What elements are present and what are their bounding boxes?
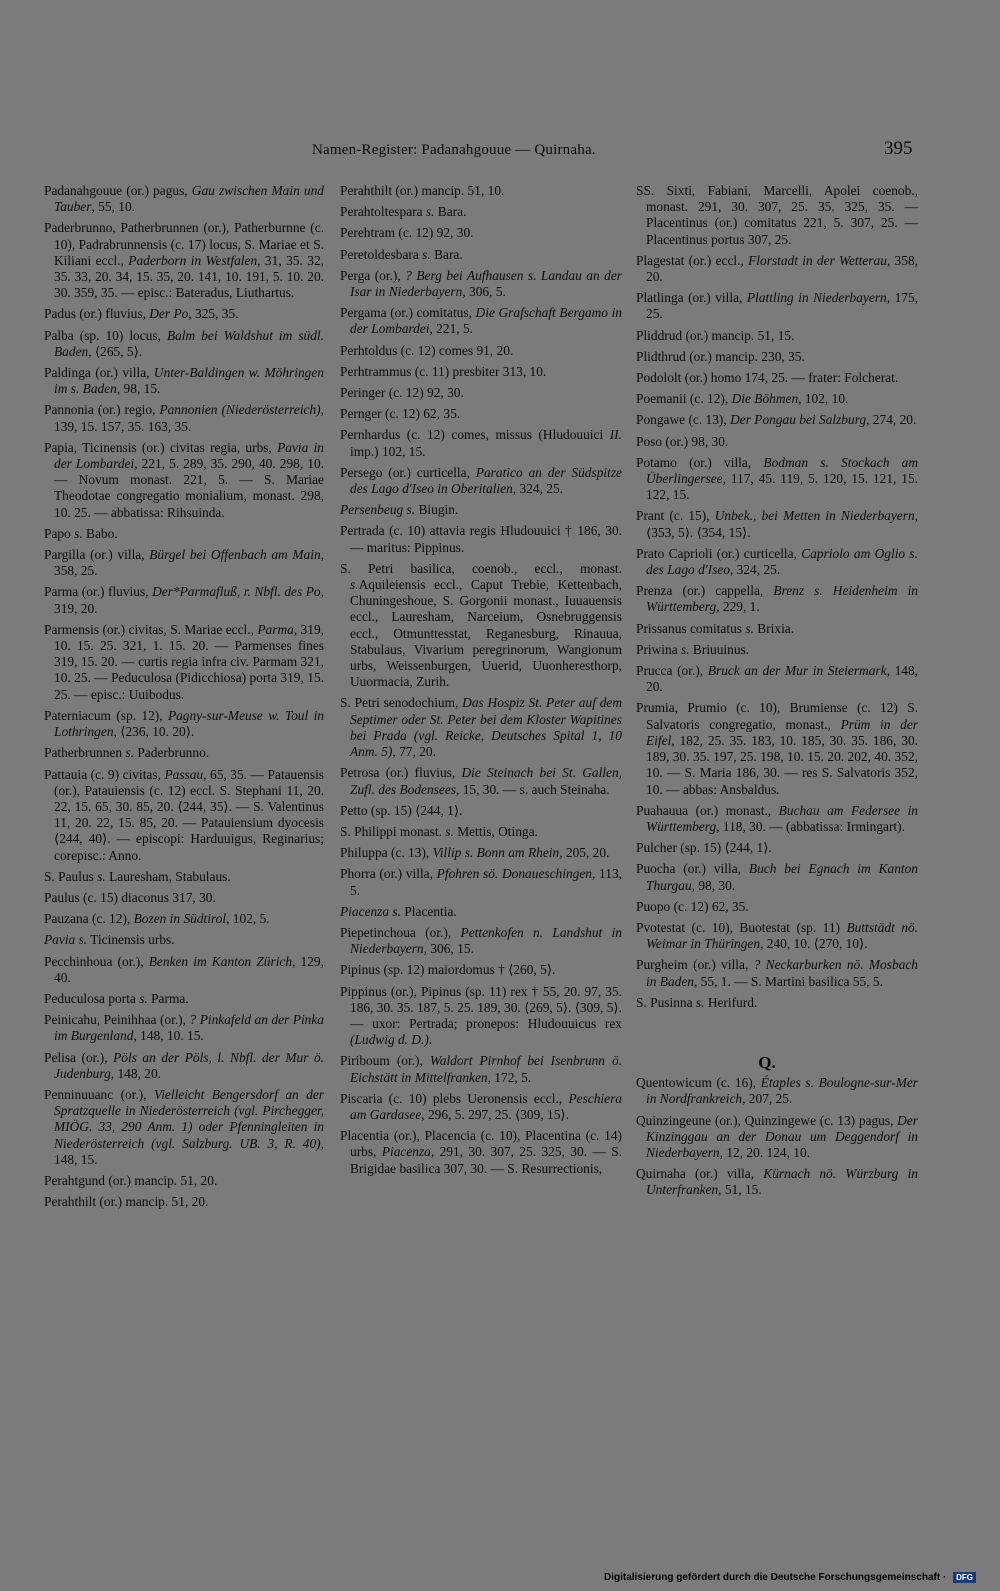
index-entry <box>44 954 324 986</box>
index-entry <box>44 745 324 761</box>
entry-identification: Pavia in der Lombardei <box>54 439 324 472</box>
index-entry <box>44 1012 324 1044</box>
entry-headword: SS. Sixti, Fabiani, Marcelli, Apolei coenob., monast. 291, 30. 307, 25. 35. 325, 35. — Placentinus (or.) comitatus 221, 5. 307, 25. — Placentinus portus 307, 25. <box>636 183 918 247</box>
entry-identification: Paratico an der Südspitze des Lago d'Iseo in Oberitalien <box>350 464 623 497</box>
entry-headword: Puahauua (or.) monast., <box>636 802 779 818</box>
index-entry <box>636 1075 918 1107</box>
entry-headword: Potamo (or.) villa, <box>636 454 764 470</box>
section-letter-q: Q. <box>758 1052 776 1072</box>
entry-headword: Prenza (or.) cappella, <box>636 583 774 599</box>
entry-identification: Der Pongau bei Salzburg <box>730 412 867 428</box>
entry-references: , 118, 30. — (abbatissa: Irmingart). <box>716 818 905 834</box>
entry-references: , 148, 20. <box>110 1065 161 1081</box>
entry-identification: Pfohren sö. Donaueschingen <box>436 866 592 882</box>
column-3-entries <box>636 183 918 1011</box>
entry-identification: Peschiera am Gardasee <box>350 1090 622 1122</box>
index-entry <box>636 621 918 637</box>
entry-references: , 358, 20. <box>646 252 918 285</box>
index-entry <box>44 622 324 703</box>
entry-identification: Plattling in Niederbayern <box>746 290 887 306</box>
entry-references: , 139, 15. 157, 35. 163, 35. <box>54 402 324 434</box>
entry-headword: Padus (or.) fluvius, <box>44 306 150 322</box>
index-entry <box>340 364 622 380</box>
entry-identification: Der*Parmafluß, r. Nbfl. des Po <box>152 584 321 600</box>
entry-headword: S. Petri senodochium, <box>340 695 463 711</box>
index-entry <box>44 306 324 322</box>
index-entry <box>44 547 324 579</box>
entry-headword: Pargilla (or.) villa, <box>44 547 150 563</box>
entry-references: , 319, 20. <box>54 584 324 616</box>
entry-headword: Pecchinhoua (or.), <box>44 953 149 969</box>
entry-headword: Platlinga (or.) villa, <box>636 290 747 306</box>
entry-headword: Quinzingeune (or.), Quinzingewe (c. 13) pagus, <box>636 1112 898 1128</box>
index-entry <box>340 1091 622 1123</box>
index-entry <box>44 708 324 740</box>
entry-references: , 51, 15. <box>718 1182 762 1198</box>
entry-references: , 31, 35. 32, 35. 33, 20. 34, 15. 35, 20. 141, 10. 191, 5. 10. 20. 30. 359, 35. — episc.: Bateradus, Liuthartus. <box>54 252 324 301</box>
entry-headword: Pauzana (c. 12), <box>44 911 134 927</box>
entry-headword: Perahtoltespara <box>340 204 426 220</box>
index-entry <box>44 584 324 616</box>
running-title: Namen-Register: Padanahgouue — Quirnaha. <box>312 142 596 158</box>
dfg-logo: DFG <box>953 1572 976 1583</box>
entry-identification: s. <box>745 620 754 636</box>
index-entry <box>44 183 324 215</box>
index-entry <box>340 268 622 300</box>
entry-references: , 175, 25. <box>646 290 919 322</box>
index-entry <box>636 370 918 386</box>
entry-identification: Buchau am Federsee in Württemberg <box>646 802 918 834</box>
index-entry <box>636 455 918 504</box>
index-entry <box>340 904 622 920</box>
entry-headword: Quentowicum (c. 16), <box>636 1075 761 1091</box>
entry-headword: Paulus (c. 15) diaconus 317, 30. <box>44 889 216 905</box>
entry-headword: S. Petri basilica, coenob., eccl., monast. <box>340 560 622 576</box>
entry-identification: Pavia s. <box>44 932 88 948</box>
entry-identification: Unbek., bei Metten in Niederbayern <box>714 508 915 524</box>
page-header <box>0 138 1000 166</box>
index-entry <box>340 406 622 422</box>
entry-references: , 77, 20. <box>392 744 436 760</box>
entry-headword: Padanahgouue (or.) pagus, <box>44 183 192 198</box>
index-entry <box>636 899 918 915</box>
entry-headword: Palba (sp. 10) locus, <box>44 327 167 343</box>
index-entry <box>340 824 622 840</box>
entry-headword: Pergama (or.) comitatus, <box>340 305 476 321</box>
column-3 <box>636 183 918 1204</box>
index-entry <box>340 385 622 401</box>
column-2 <box>340 183 622 1182</box>
index-entry <box>44 869 324 885</box>
index-entry <box>636 434 918 450</box>
index-entry <box>44 1050 324 1082</box>
entry-headword: Prissanus comitatus <box>636 620 746 636</box>
entry-headword: Papia, Ticinensis (or.) civitas regia, urbs, <box>44 439 278 455</box>
entry-references: Mettis, Otinga. <box>453 823 538 839</box>
entry-references: , 324, 25. <box>729 562 781 578</box>
entry-references: , 358, 25. <box>54 547 325 579</box>
section-q-entries <box>636 1075 918 1198</box>
index-entry <box>636 995 918 1011</box>
entry-identification: s. <box>125 745 134 761</box>
entry-references: Ticinensis urbs. <box>87 932 175 948</box>
entry-headword: Petrosa (or.) fluvius, <box>340 765 462 781</box>
index-entry <box>636 583 918 615</box>
entry-references: Babo. <box>82 525 118 541</box>
page-number: 395 <box>884 138 913 159</box>
entry-references: , 148, 10. 15. <box>133 1028 204 1044</box>
index-entry <box>340 925 622 957</box>
entry-headword: Peduculosa porta <box>44 990 140 1006</box>
entry-references: , 113, 5. <box>350 866 622 898</box>
entry-references: , 274, 20. <box>866 412 917 428</box>
entry-references: , ⟨353, 5⟩. ⟨354, 15⟩. <box>646 508 918 540</box>
index-entry <box>636 1166 918 1198</box>
index-entry <box>340 803 622 819</box>
index-entry <box>340 502 622 518</box>
entry-references: , 98, 30. <box>691 877 736 893</box>
index-entry <box>340 984 622 1049</box>
entry-identification: Der Kinzinggau an der Donau um Deggendorf in Niederbayern <box>646 1112 918 1160</box>
entry-identification: Balm bei Waldshut im südl. Baden <box>54 327 324 359</box>
entry-identification: Benken im Kanton Zürich <box>148 953 293 969</box>
entry-headword: Piscaria (c. 10) plebs Ueronensis eccl., <box>340 1090 569 1106</box>
entry-identification: Buch bei Egnach im Kanton Thurgau <box>646 861 918 893</box>
index-entry <box>44 365 324 397</box>
entry-headword: Petto (sp. 15) ⟨244, 1⟩. <box>340 802 463 818</box>
entry-headword: Plagestat (or.) eccl., <box>636 252 749 268</box>
entry-headword: Pvotestat (c. 10), Buotestat (sp. 11) <box>636 919 847 935</box>
entry-identification: II. <box>609 427 622 443</box>
entry-references: , 15, 30. — s. auch Steinaha. <box>456 781 610 797</box>
index-entry <box>340 845 622 861</box>
entry-identification: Gau zwischen Main und Tauber <box>54 183 324 215</box>
entry-identification: Piacenza s. <box>340 903 401 919</box>
entry-references: Aquileiensis eccl., Caput Trebie, Kettenbach, Chuningeshoue, S. Gorgonii monast., Iuuauensis eccl., Lauresham, Narceium, Osnebruggensis eccl., Otmunttesstat, Reganesburg, Rinauua, Stabulaus, Vivarium peregrinorum, Wangionum urbs, Weissenburgen, Uuerid, Uuonheresthorp, Uuormacia, Zurih. <box>350 577 622 690</box>
entry-identification: Piacenza <box>381 1144 431 1160</box>
entry-identification: Capriolo am Oglio s. des Lago d'Iseo <box>646 545 918 578</box>
entry-references: Brixia. <box>753 620 795 636</box>
entry-headword: S. Pusinna <box>636 994 696 1010</box>
entry-identification: s. <box>97 868 106 884</box>
entry-references: , ⟨236, 10. 20⟩. <box>113 724 195 740</box>
entry-headword: Parma (or.) fluvius, <box>44 584 153 600</box>
entry-references: Placentia. <box>401 903 457 919</box>
entry-identification: Persenbeug s. <box>340 502 416 518</box>
entry-references: , 319, 10. 15. 25. 321, 1. 15. 20. — Parmenses fines 319, 15. 20. — curtis regia infra civ. Parmam 321, 10. 25. — Peduculosa (Pidicchiosa) porta 319, 15. 25. — episc.: Uuibodus. <box>54 621 324 702</box>
entry-references: , 65, 35. — Patauensis (or.), Patauiensis (c. 12) eccl. S. Stephani 11, 20. 22, 15. 65, 30. 85, 20. ⟨244, 35⟩. — S. Valentinus 11, 20. 22, 15. 85, 20. — Patauiensium dyocesis ⟨244, 40⟩. — episcopi: Harduuigus, Reginarius; corepisc.: Anno. <box>54 766 325 863</box>
entry-identification: Pöls an der Pöls, l. Nbfl. der Mur ö. Judenburg <box>54 1049 325 1081</box>
entry-headword: Placentia (or.), Placencia (c. 10), Placentina (c. 14) urbs, <box>340 1128 622 1160</box>
entry-references: , 221, 5. 289, 35. 290, 40. 298, 10. — Novum monast. 221, 5. — S. Mariae Theodotae congregatio monialium, monast. 298, 10. 25. — abbatissa: Rihsuinda. <box>54 456 324 520</box>
entry-headword: Pernhardus (c. 12) comes, missus (Hludouuici <box>340 427 610 443</box>
entry-headword: Pannonia (or.) regio, <box>44 402 160 418</box>
entry-headword: Peinicahu, Peinihhaa (or.), <box>44 1012 190 1028</box>
entry-references: , 172, 5. <box>487 1069 532 1085</box>
entry-headword: S. Paulus <box>44 868 98 884</box>
entry-headword: Perhtoldus (c. 12) comes 91, 20. <box>340 342 514 358</box>
entry-identification: Kürnach nö. Würzburg in Unterfranken <box>646 1166 918 1198</box>
index-entry <box>340 561 622 691</box>
entry-identification: Passau <box>164 766 204 782</box>
entry-identification: ? Neckarburken nö. Mosbach in Baden <box>646 957 918 989</box>
entry-identification: Étaples s. Boulogne-sur-Mer in Nordfrankreich <box>646 1075 918 1107</box>
entry-references: , 306, 5. <box>462 284 506 300</box>
entry-headword: Poemanii (c. 12), <box>636 391 732 407</box>
entry-identification: Pettenkofen n. Landshut in Niederbayern <box>350 924 622 957</box>
entry-identification: Vielleicht Bengersdorf an der Spratzquelle in Niederösterreich (vgl. Pirchegger, MIÖG. 33, 290 Anm. 1) oder Pfenningleiten in Niederösterreich (vgl. Salzburg. UB. 3, R. 40) <box>54 1086 324 1151</box>
entry-headword: Perahtgund (or.) mancip. 51, 20. <box>44 1172 218 1188</box>
entry-identification: s. <box>425 204 435 220</box>
entry-identification: s. <box>445 823 454 839</box>
entry-identification: Die Grafschaft Bergamo in der Lombardei <box>350 305 623 337</box>
entry-references: Herifurd. <box>704 994 758 1010</box>
entry-headword: Pippinus (or.), Pipinus (sp. 11) rex † 55, 20. 97, 35. 186, 30. 35. 187, 5. 25. 189, 30. ⟨269, 5⟩. ⟨309, 5⟩. — uxor: Pertrada; pronepos: Hludouuicus rex <box>340 983 622 1031</box>
entry-references: , 98, 15. <box>116 381 161 397</box>
entry-headword: Paterniacum (sp. 12), <box>44 707 168 723</box>
index-entry <box>340 765 622 797</box>
index-entry <box>636 803 918 835</box>
index-entry <box>44 1173 324 1189</box>
entry-headword: Pulcher (sp. 15) ⟨244, 1⟩. <box>636 840 772 856</box>
entry-references: , 148, 20. <box>646 663 919 695</box>
entry-headword: Purgheim (or.) villa, <box>636 957 754 973</box>
entry-headword: Pongawe (c. 13), <box>636 412 731 428</box>
entry-references: . <box>428 1032 433 1048</box>
index-entry <box>636 183 918 248</box>
index-entry <box>636 546 918 578</box>
entry-identification: Paderborn in Westfalen <box>128 252 258 268</box>
index-entry <box>340 247 622 263</box>
index-entry <box>44 526 324 542</box>
entry-identification: Bodman s. Stockach am Überlingersee <box>646 454 918 487</box>
entry-headword: Puopo (c. 12) 62, 35. <box>636 898 749 914</box>
entry-references: , 291, 30. 307, 25. 325, 30. — S. Brigidae basilica 307, 30. — S. Resurrectionis, <box>350 1144 622 1176</box>
index-entry <box>44 890 324 906</box>
entry-headword: Papo <box>44 525 75 541</box>
entry-headword: Peretoldesbara <box>340 246 423 262</box>
index-entry <box>636 508 918 540</box>
index-entry <box>636 328 918 344</box>
index-entry <box>340 427 622 459</box>
index-entry <box>44 1087 324 1168</box>
index-entry <box>340 183 622 199</box>
entry-references: Biugin. <box>415 502 459 518</box>
entry-headword: Pernger (c. 12) 62, 35. <box>340 406 461 422</box>
entry-references: , 102, 5. <box>226 911 270 927</box>
entry-identification: Waldort Pirnhof bei Isenbrunn ö. Eichstätt in Mittelfranken <box>350 1053 622 1085</box>
entry-references: Parma. <box>147 990 189 1006</box>
index-entry <box>636 642 918 658</box>
index-entry <box>44 440 324 521</box>
entry-headword: Prato Caprioli (or.) curticella, <box>636 545 802 561</box>
column-1 <box>44 183 324 1215</box>
entry-headword: Prant (c. 15), <box>636 508 715 524</box>
entry-references: , 296, 5. 297, 25. ⟨309, 15⟩. <box>421 1106 569 1122</box>
entry-identification: Florstadt in der Wetterau <box>748 252 887 268</box>
entry-references: , 229, 1. <box>716 599 760 615</box>
entry-headword: Piepetinchoua (or.), <box>340 924 461 940</box>
entry-identification: Pagny-sur-Meuse w. Toul in Lothringen <box>54 707 324 740</box>
entry-identification: ? Pinkafeld an der Pinka im Burgenland <box>54 1012 324 1044</box>
entry-references: , 306, 15. <box>423 941 474 957</box>
entry-references: , 324, 25. <box>512 481 564 497</box>
index-entry <box>340 1053 622 1085</box>
index-entry <box>44 402 324 434</box>
index-entry <box>44 767 324 864</box>
entry-headword: Penninuuanc (or.), <box>44 1086 155 1102</box>
entry-headword: Pliddrud (or.) mancip. 51, 15. <box>636 327 795 343</box>
entry-references: , 148, 15. <box>54 1135 324 1167</box>
entry-headword: Paderbrunno, Patherbrunnen (or.), Patherburnne (c. 10), Padrabrunnensis (c. 17) locus, S. Mariae et S. Kiliani eccl., <box>44 220 324 268</box>
entry-headword: Patherbrunnen <box>44 745 126 761</box>
index-entry <box>340 465 622 497</box>
entry-references: Bara. <box>434 204 467 220</box>
entry-references: , 55, 1. — S. Martini basilica 55, 5. <box>693 973 883 989</box>
entry-identification: Buttstädt nö. Weimar in Thüringen <box>646 919 918 952</box>
entry-references: Paderbrunno. <box>134 745 210 761</box>
index-entry <box>636 700 918 797</box>
index-entry <box>636 840 918 856</box>
entry-identification: s. <box>695 994 705 1010</box>
entry-references: Bara. <box>430 246 463 262</box>
entry-headword: Pipinus (sp. 12) maiordomus † ⟨260, 5⟩. <box>340 962 556 978</box>
entry-references: , 102, 10. <box>798 391 849 407</box>
entry-references: , 240, 10. ⟨270, 10⟩. <box>760 936 868 952</box>
index-entry <box>44 1194 324 1210</box>
entry-headword: Pelisa (or.), <box>44 1049 114 1065</box>
entry-references: , 182, 25. 35. 183, 10. 185, 30. 35. 186, 30. 189, 30. 35. 197, 25. 198, 10. 15. 20. 202, 40. 352, 10. — S. Maria 186, 30. — res S. Salvatoris 352, 10. — abbas: Ansbaldus. <box>646 732 918 797</box>
entry-identification: Unter-Baldingen w. Möhringen im s. Baden <box>54 365 324 397</box>
index-entry <box>636 290 918 322</box>
entry-references: imp.) 102, 15. <box>350 443 426 459</box>
index-entry <box>340 866 622 898</box>
index-entry <box>340 204 622 220</box>
entry-identification: Der Po <box>149 306 189 322</box>
entry-headword: Podololt (or.) homo 174, 25. — frater: Folcherat. <box>636 370 899 386</box>
entry-headword: Pertrada (c. 10) attavia regis Hludouuici † 186, 30. — maritus: Pippinus. <box>340 523 622 555</box>
index-entry <box>636 957 918 989</box>
entry-identification: Parma <box>257 621 294 637</box>
entry-headword: Perehtram (c. 12) 92, 30. <box>340 225 474 241</box>
entry-headword: Persego (or.) curticella, <box>340 464 476 480</box>
index-entry <box>340 523 622 555</box>
entry-headword: Pattauia (c. 9) civitas, <box>44 766 165 782</box>
entry-references: , ⟨265, 5⟩. <box>88 343 143 359</box>
entry-headword: Perga (or.), <box>340 267 406 283</box>
entry-identification: ? Berg bei Aufhausen s. Landau an der Isar in Niederbayern <box>350 267 622 300</box>
entry-identification: s. <box>350 577 359 593</box>
index-entry <box>44 991 324 1007</box>
index-entry <box>340 225 622 241</box>
entry-headword: Parmensis (or.) civitas, S. Mariae eccl., <box>44 621 258 637</box>
index-entry <box>44 932 324 948</box>
index-entry <box>44 220 324 301</box>
entry-references: , 55, 10. <box>91 199 135 215</box>
entry-identification: Bruck an der Mur in Steiermark <box>707 663 887 679</box>
entry-references: Lauresham, Stabulaus. <box>105 868 231 884</box>
entry-references: , 325, 35. <box>188 306 239 322</box>
footer-text: Digitalisierung gefördert durch die Deutsche Forschungsgemeinschaft · <box>604 1572 947 1584</box>
entry-headword: Poso (or.) 98, 30. <box>636 433 729 449</box>
entry-identification: Das Hospiz St. Peter auf dem Septimer oder St. Peter bei dem Kloster Wapitines bei Prada (vgl. Reicke, Deutsches Spital 1, 10 Anm. 5) <box>350 695 623 760</box>
entry-identification: Villip s. Bonn am Rhein <box>432 845 560 861</box>
entry-headword: Philuppa (c. 13), <box>340 845 433 861</box>
entry-headword: Phorra (or.) villa, <box>340 866 437 882</box>
entry-references: , 205, 20. <box>559 845 610 861</box>
entry-headword: Piriboum (or.), <box>340 1053 430 1069</box>
entry-identification: Prüm in der Eifel <box>646 716 919 748</box>
entry-identification: Die Böhmen <box>731 391 799 407</box>
index-entry <box>340 343 622 359</box>
index-entry <box>636 391 918 407</box>
entry-references: , 12, 20. 124, 10. <box>719 1144 811 1160</box>
index-entry <box>636 920 918 952</box>
entry-headword: Quirnaha (or.) villa, <box>636 1166 764 1182</box>
entry-identification: s. <box>74 525 83 541</box>
entry-headword: Puocha (or.) villa, <box>636 861 749 877</box>
index-entry <box>44 328 324 360</box>
index-entry <box>636 1113 918 1162</box>
entry-headword: Prucca (or.), <box>636 663 708 679</box>
index-entry <box>636 663 918 695</box>
digitization-footer <box>604 1572 976 1583</box>
entry-identification: Pannonien (Niederösterreich) <box>159 402 321 418</box>
index-entry <box>44 911 324 927</box>
entry-headword: Perhtrammus (c. 11) presbiter 313, 10. <box>340 363 547 379</box>
index-entry <box>340 695 622 760</box>
index-entry <box>636 349 918 365</box>
entry-references: , 207, 25. <box>742 1091 793 1107</box>
entry-headword: Paldinga (or.) villa, <box>44 365 154 381</box>
entry-identification: (Ludwig d. D.) <box>350 1032 429 1048</box>
entry-headword: Perahthilt (or.) mancip. 51, 20. <box>44 1194 209 1210</box>
entry-references: , 129, 40. <box>54 953 324 985</box>
index-entry <box>340 962 622 978</box>
entry-references: , 221, 5. <box>429 321 474 337</box>
entry-identification: Brenz s. Heidenheim in Württemberg <box>646 583 918 615</box>
entry-headword: Priwina <box>636 641 682 657</box>
entry-identification: s. <box>139 990 148 1006</box>
entry-headword: Plidthrud (or.) mancip. 230, 35. <box>636 348 805 364</box>
entry-identification: Bozen in Südtirol <box>133 911 227 927</box>
entry-references: , 117, 45. 119, 5. 120, 15. 121, 15. 122, 15. <box>646 471 918 503</box>
index-entry <box>636 253 918 285</box>
entry-headword: S. Philippi monast. <box>340 823 446 839</box>
index-entry <box>636 861 918 893</box>
entry-headword: Prumia, Prumio (c. 10), Brumiense (c. 12) S. Salvatoris congregatio, monast., <box>636 700 918 732</box>
index-entry <box>636 412 918 428</box>
entry-identification: s. <box>681 641 690 657</box>
entry-identification: Die Steinach bei St. Gallen, Zufl. des Bodensees <box>350 765 622 797</box>
entry-identification: Bürgel bei Offenbach am Main <box>149 547 321 563</box>
index-entry <box>340 305 622 337</box>
entry-headword: Peringer (c. 12) 92, 30. <box>340 385 464 401</box>
entry-headword: Perahthilt (or.) mancip. 51, 10. <box>340 183 505 198</box>
index-entry <box>340 1128 622 1177</box>
entry-identification: s. <box>422 246 431 262</box>
entry-references: Briuuinus. <box>689 641 750 657</box>
